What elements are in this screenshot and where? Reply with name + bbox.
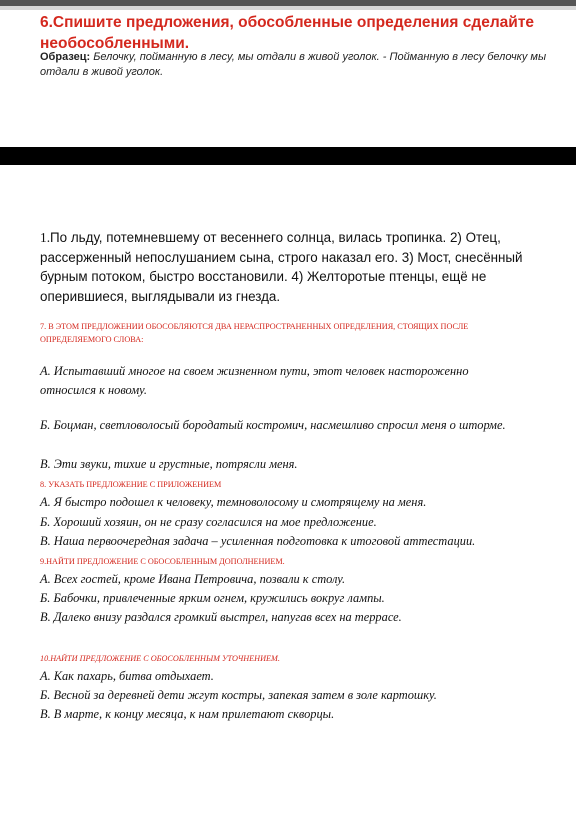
q9-option-b: Б. Бабочки, привлеченные ярким огнем, кружились вокруг лампы. <box>40 591 385 605</box>
task6-title: 6.Спишите предложения, обособленные определения сделайте необособленными. <box>40 14 535 52</box>
q10-header: 10.НАЙТИ ПРЕДЛОЖЕНИЕ С ОБОСОБЛЕННЫМ УТОЧНЕНИЕМ. <box>40 654 280 663</box>
paragraph-1 <box>40 228 555 306</box>
paragraph-1-text: По льду, потемневшему от весеннего солнца, вилась тропинка. 2) Отец, рассерженный непослушанием сына, строго наказал его. 3) Мост, снесённый бурным потоком, быстро восстановили. 4) Желторотые птенцы, ещё не оперившиеся, выглядывали из гнезда. <box>40 230 523 304</box>
q10-option-b: Б. Весной за деревней дети жгут костры, запекая затем в золе картошку. <box>40 688 437 702</box>
sample-text: Белочку, пойманную в лесу, мы отдали в живой уголок. - Пойманную в лесу белочку мы отдали в живой уголок. <box>40 51 547 78</box>
q7-header: 7. В ЭТОМ ПРЕДЛОЖЕНИИ ОБОСОБЛЯЮТСЯ ДВА НЕРАСПРОСТРАНЕННЫХ ОПРЕДЕЛЕНИЯ, СТОЯЩИХ ПОСЛЕ ОПРЕДЕЛЯЕМОГО СЛОВА: <box>40 322 469 344</box>
sample-label: Образец: <box>40 51 91 63</box>
q9-option-a: А. Всех гостей, кроме Ивана Петровича, позвали к столу. <box>40 572 346 586</box>
q7-option-a: А. Испытавший многое на своем жизненном пути, этот человек настороженно относился к новому. <box>40 364 469 397</box>
q8-header: 8. УКАЗАТЬ ПРЕДЛОЖЕНИЕ С ПРИЛОЖЕНИЕМ <box>40 480 222 489</box>
q7-option-b: Б. Боцман, светловолосый бородатый костромич, насмешливо спросил меня о шторме. <box>40 418 506 432</box>
q7-option-c: В. Эти звуки, тихие и грустные, потрясли меня. <box>40 457 298 471</box>
q10-option-a: А. Как пахарь, битва отдыхает. <box>40 669 214 683</box>
q8-option-c: В. Наша первоочередная задача – усиленная подготовка к итоговой аттестации. <box>40 534 476 548</box>
q8-option-b: Б. Хороший хозяин, он не сразу согласился на мое предложение. <box>40 515 377 529</box>
paragraph-1-number: 1. <box>40 230 51 245</box>
sample-block <box>40 50 562 80</box>
q9-option-c: В. Далеко внизу раздался громкий выстрел, напугав всех на террасе. <box>40 610 402 624</box>
q10-option-c: В. В марте, к концу месяца, к нам прилетают скворцы. <box>40 707 335 721</box>
cropped-previous-line <box>0 6 576 10</box>
black-divider-bar <box>0 147 576 165</box>
q8-option-a: А. Я быстро подошел к человеку, темноволосому и смотрящему на меня. <box>40 495 427 509</box>
q9-header: 9.НАЙТИ ПРЕДЛОЖЕНИЕ С ОБОСОБЛЕННЫМ ДОПОЛНЕНИЕМ. <box>40 557 285 566</box>
